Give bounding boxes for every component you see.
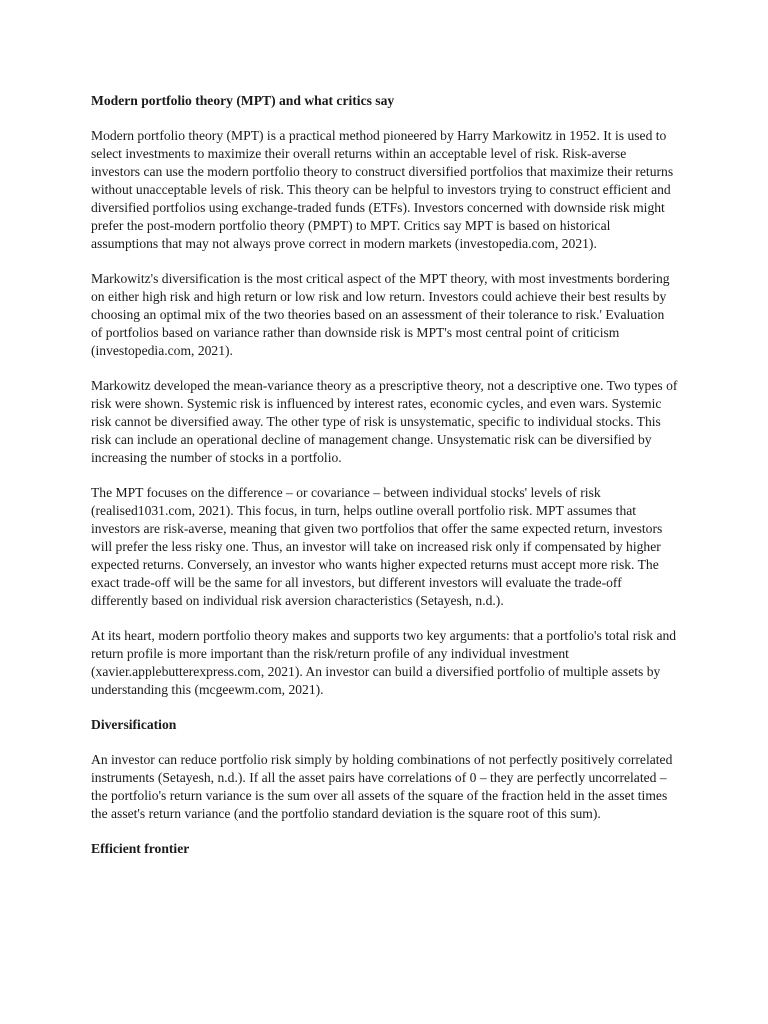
document-title: Modern portfolio theory (MPT) and what critics say <box>91 93 395 108</box>
paragraph-2: Markowitz's diversification is the most critical aspect of the MPT theory, with most investments bordering on either high risk and high return or low risk and low return. Investors could achieve their best results by choosing an optimal mix of the two theories based on an assessment of their tolerance to risk.' Evaluation of portfolios based on variance rather than downside risk is MPT's most central point of criticism (investopedia.com, 2021). <box>91 271 670 358</box>
paragraph-1: Modern portfolio theory (MPT) is a practical method pioneered by Harry Markowitz in 1952. It is used to select investments to maximize their overall returns within an acceptable level of risk. Risk-averse investors can use the modern portfolio theory to construct diversified portfolios that maximize their returns without unacceptable levels of risk. This theory can be helpful to investors trying to construct efficient and diversified portfolios using exchange-traded funds (ETFs). Investors concerned with downside risk might prefer the post-modern portfolio theory (PMPT) to MPT. Critics say MPT is based on historical assumptions that may not always prove correct in modern markets (investopedia.com, 2021). <box>91 128 674 251</box>
paragraph-3: Markowitz developed the mean-variance theory as a prescriptive theory, not a descriptive one. Two types of risk were shown. Systemic risk is influenced by interest rates, economic cycles, and even wars. Systemic risk cannot be diversified away. The other type of risk is unsystematic, specific to individual stocks. This risk can include an operational decline of management change. Unsystematic risk can be diversified by increasing the number of stocks in a portfolio. <box>91 378 678 465</box>
paragraph-4: The MPT focuses on the difference – or covariance – between individual stocks' levels of risk (realised1031.com, 2021). This focus, in turn, helps outline overall portfolio risk. MPT assumes that investors are risk-averse, meaning that given two portfolios that offer the same expected return, investors will prefer the less risky one. Thus, an investor will take on increased risk only if compensated by higher expected returns. Conversely, an investor who wants higher expected returns must accept more risk. The exact trade-off will be the same for all investors, but different investors will evaluate the trade-off differently based on individual risk aversion characteristics (Setayesh, n.d.). <box>91 485 663 608</box>
paragraph-diversification: An investor can reduce portfolio risk simply by holding combinations of not perfectly positively correlated instruments (Setayesh, n.d.). If all the asset pairs have correlations of 0 – they are perfectly uncorrelated – the portfolio's return variance is the sum over all assets of the square of the fraction held in the asset times the asset's return variance (and the portfolio standard deviation is the square root of this sum). <box>91 752 673 821</box>
section-heading-diversification: Diversification <box>91 717 177 732</box>
paragraph-5: At its heart, modern portfolio theory makes and supports two key arguments: that a portfolio's total risk and return profile is more important than the risk/return profile of any individual investment (xavier.applebutterexpress.com, 2021). An investor can build a diversified portfolio of multiple assets by understanding this (mcgeewm.com, 2021). <box>91 628 677 697</box>
section-heading-efficient-frontier: Efficient frontier <box>91 841 190 856</box>
